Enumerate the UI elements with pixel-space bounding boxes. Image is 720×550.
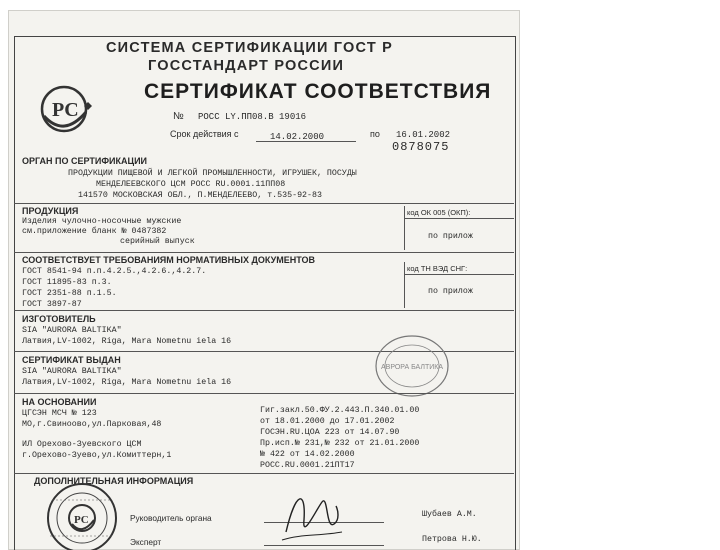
basis-left-line-5: г.Орехово-Зуево,ул.Комиттерн,1 <box>22 451 172 460</box>
validity-label: Срок действия с <box>170 129 239 139</box>
norm-line-2: ГОСТ 11895-83 п.3. <box>22 278 112 287</box>
expert-signature-label: Эксперт <box>130 537 162 547</box>
head-signature-label: Руководитель органа <box>130 513 212 523</box>
system-heading: СИСТЕМА СЕРТИФИКАЦИИ ГОСТ Р <box>106 40 393 56</box>
expert-signature-name: Петрова Н.Ю. <box>422 535 482 544</box>
basis-left-line-2: МО,г.Свиноово,ул.Парковая,48 <box>22 420 162 429</box>
norm-line-3: ГОСТ 2351-88 п.1.5. <box>22 289 117 298</box>
issued-line-1: SIA "AURORA BALTIKA" <box>22 367 122 376</box>
certificate-title: СЕРТИФИКАТ СООТВЕТСТВИЯ <box>144 80 492 103</box>
number-label: № <box>173 111 184 122</box>
organ-line-2: МЕНДЕЛЕЕВСКОГО ЦСМ РОСС RU.0001.11ПП08 <box>96 180 286 189</box>
basis-left-line-1: ЦГСЭН МСЧ № 123 <box>22 409 97 418</box>
norms-heading: СООТВЕТСТВУЕТ ТРЕБОВАНИЯМ НОРМАТИВНЫХ ДОКУМЕНТОВ <box>22 255 315 265</box>
tnved-code-label: код ТН ВЭД СНГ: <box>407 264 468 273</box>
issued-line-2: Латвия,LV-1002, Riga, Mara Nometnu iela 16 <box>22 378 232 387</box>
round-stamp-icon <box>372 332 452 400</box>
certificate-page <box>8 10 520 550</box>
organ-line-3: 141570 МОСКОВСКАЯ ОБЛ., П.МЕНДЕЛЕЕВО, т.535-92-83 <box>78 191 322 200</box>
basis-right-line-1: Гиг.закл.50.ФУ.2.443.П.340.01.00 <box>260 406 420 415</box>
maker-line-2: Латвия,LV-1002, Riga, Mara Nometnu iela 16 <box>22 337 232 346</box>
norm-line-1: ГОСТ 8541-94 п.п.4.2.5.,4.2.6.,4.2.7. <box>22 267 207 276</box>
pct-seal-icon <box>36 478 128 550</box>
certificate-number: РОСС LY.ПП08.В 19016 <box>198 112 307 122</box>
maker-heading: ИЗГОТОВИТЕЛЬ <box>22 314 96 324</box>
basis-right-line-4: Пр.исп.№ 231,№ 232 от 21.01.2000 <box>260 439 420 448</box>
product-line-1: Изделия чулочно-носочные мужские <box>22 217 182 226</box>
okp-code-value: по прилож <box>428 232 473 241</box>
organ-heading: ОРГАН ПО СЕРТИФИКАЦИИ <box>22 156 148 166</box>
product-line-2: см.приложение бланк № 0487382 <box>22 227 167 236</box>
basis-right-line-3: ГОСЭН.RU.ЦОА 223 от 14.07.90 <box>260 428 400 437</box>
valid-from-date: 14.02.2000 <box>270 132 325 142</box>
head-signature-name: Шубаев А.М. <box>422 510 477 519</box>
okp-code-label: код ОК 005 (ОКП): <box>407 208 471 217</box>
maker-line-1: SIA "AURORA BALTIKA" <box>22 326 122 335</box>
gosstandart-heading: ГОССТАНДАРТ РОССИИ <box>148 58 345 74</box>
basis-left-line-4: ИЛ Орехово-Зуевского ЦСМ <box>22 440 142 449</box>
stamp-text: АВРОРА БАЛТИКА <box>380 364 444 371</box>
tnved-code-value: по прилож <box>428 287 473 296</box>
valid-to-label: по <box>370 129 380 139</box>
issued-heading: СЕРТИФИКАТ ВЫДАН <box>22 355 121 365</box>
extra-info-heading: ДОПОЛНИТЕЛЬНАЯ ИНФОРМАЦИЯ <box>34 476 194 486</box>
organ-line-1: ПРОДУКЦИИ ПИЩЕВОЙ И ЛЕГКОЙ ПРОМЫШЛЕННОСТИ, ИГРУШЕК, ПОСУДЫ <box>68 169 357 178</box>
basis-heading: НА ОСНОВАНИИ <box>22 397 97 407</box>
pct-logo-icon <box>30 78 100 140</box>
basis-right-line-2: от 18.01.2000 до 17.01.2002 <box>260 417 395 426</box>
product-line-3: серийный выпуск <box>120 237 195 246</box>
blank-serial-number: 0878075 <box>392 140 450 154</box>
valid-to-date: 16.01.2002 <box>396 130 451 140</box>
product-heading: ПРОДУКЦИЯ <box>22 206 79 216</box>
basis-right-line-6: РОСС.RU.0001.21ПТ17 <box>260 461 355 470</box>
seal-logo-text: PC <box>74 514 89 526</box>
basis-right-line-5: № 422 от 14.02.2000 <box>260 450 355 459</box>
norm-line-4: ГОСТ 3897-87 <box>22 300 82 309</box>
logo-text: PC <box>52 99 79 121</box>
